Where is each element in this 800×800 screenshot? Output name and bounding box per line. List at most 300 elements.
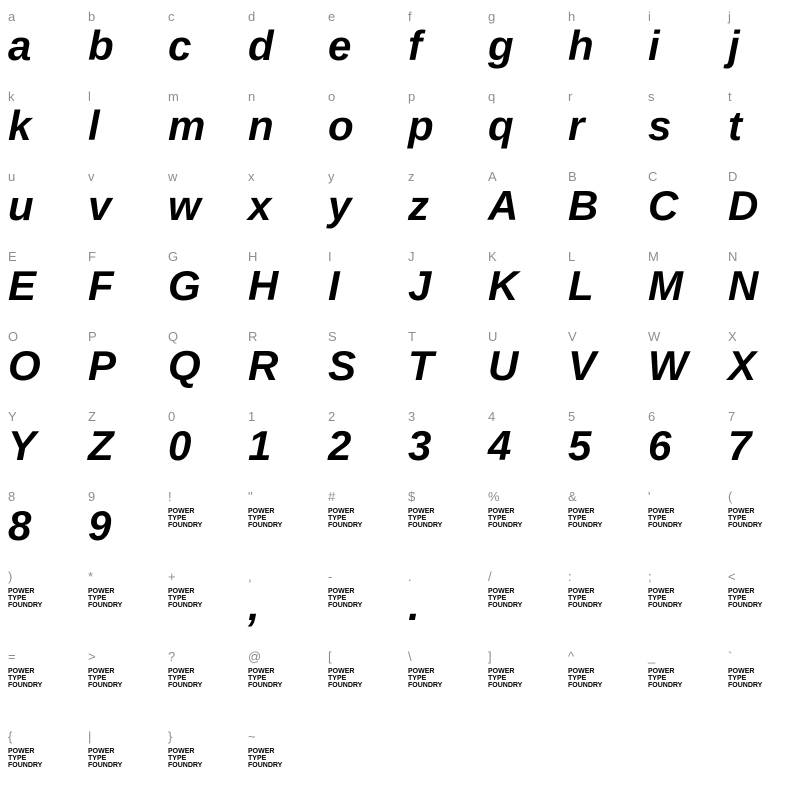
foundry-watermark <box>168 748 202 769</box>
foundry-watermark-line: POWER <box>408 508 435 515</box>
glyph-specimen: N <box>728 262 759 309</box>
glyph-cell <box>160 720 240 800</box>
glyph-cell-label: 6 <box>648 409 656 424</box>
foundry-watermark-line: POWER <box>328 588 355 595</box>
glyph-cell-label: ^ <box>568 649 575 664</box>
glyph-specimen: V <box>568 342 597 389</box>
glyph-cell <box>160 80 240 160</box>
foundry-watermark-line: FOUNDRY <box>328 522 363 529</box>
glyph-cell <box>560 0 640 80</box>
glyph-cell-label: } <box>168 729 173 744</box>
glyph-cell-label: # <box>328 489 336 504</box>
glyph-specimen: , <box>248 582 260 629</box>
glyph-cell-label: m <box>168 89 179 104</box>
glyph-specimen: T <box>408 342 434 389</box>
foundry-watermark <box>168 508 202 529</box>
glyph-specimen: R <box>248 342 279 389</box>
foundry-watermark-line: TYPE <box>488 515 507 522</box>
glyph-specimen: d <box>248 22 274 69</box>
glyph-cell <box>240 720 320 800</box>
foundry-watermark-line: POWER <box>728 588 755 595</box>
glyph-cell <box>400 560 480 640</box>
glyph-cell-label: & <box>568 489 577 504</box>
glyph-cell <box>320 0 400 80</box>
glyph-cell <box>240 400 320 480</box>
foundry-watermark-line: TYPE <box>328 515 347 522</box>
foundry-watermark-line: FOUNDRY <box>488 522 523 529</box>
glyph-specimen: i <box>648 22 660 69</box>
glyph-cell <box>720 80 800 160</box>
glyph-cell <box>720 240 800 320</box>
glyph-cell <box>160 160 240 240</box>
glyph-cell <box>160 0 240 80</box>
foundry-watermark-line: FOUNDRY <box>568 682 603 689</box>
glyph-specimen: w <box>168 182 201 229</box>
foundry-watermark <box>248 668 282 689</box>
glyph-cell-label: @ <box>248 649 262 664</box>
foundry-watermark <box>328 508 362 529</box>
foundry-watermark-line: TYPE <box>8 755 27 762</box>
foundry-watermark-line: TYPE <box>568 515 587 522</box>
glyph-cell <box>80 480 160 560</box>
glyph-cell <box>560 240 640 320</box>
foundry-watermark-line: POWER <box>88 588 115 595</box>
glyph-cell-label: L <box>568 249 576 264</box>
glyph-cell-label: p <box>408 89 416 104</box>
glyph-cell <box>80 720 160 800</box>
foundry-watermark <box>648 668 682 689</box>
foundry-watermark-line: POWER <box>168 668 195 675</box>
foundry-watermark <box>328 668 362 689</box>
glyph-specimen: t <box>728 102 742 149</box>
foundry-watermark <box>88 668 122 689</box>
glyph-specimen: 5 <box>568 422 592 469</box>
glyph-specimen: l <box>88 102 100 149</box>
foundry-watermark <box>488 508 522 529</box>
glyph-cell <box>240 640 320 720</box>
glyph-cell <box>240 320 320 400</box>
glyph-cell-label: T <box>408 329 416 344</box>
foundry-watermark-line: FOUNDRY <box>648 602 683 609</box>
glyph-cell-label: $ <box>408 489 416 504</box>
glyph-cell-label: 1 <box>248 409 256 424</box>
glyph-cell-label: { <box>8 729 13 744</box>
glyph-cell <box>400 400 480 480</box>
foundry-watermark-line: FOUNDRY <box>728 602 763 609</box>
glyph-cell <box>320 80 400 160</box>
glyph-cell <box>0 400 80 480</box>
foundry-watermark-line: POWER <box>568 588 595 595</box>
glyph-cell <box>720 640 800 720</box>
glyph-specimen: U <box>488 342 519 389</box>
glyph-cell-label: > <box>88 649 96 664</box>
glyph-cell <box>480 160 560 240</box>
glyph-cell-label: [ <box>328 649 332 664</box>
foundry-watermark <box>488 668 522 689</box>
glyph-cell <box>240 240 320 320</box>
foundry-watermark-line: TYPE <box>568 675 587 682</box>
glyph-specimen: s <box>648 102 672 149</box>
glyph-cell-label: 7 <box>728 409 736 424</box>
foundry-watermark-line: TYPE <box>728 595 747 602</box>
glyph-cell <box>0 240 80 320</box>
glyph-cell-label: J <box>408 249 415 264</box>
foundry-watermark-line: FOUNDRY <box>408 682 443 689</box>
foundry-watermark-line: POWER <box>648 508 675 515</box>
foundry-watermark-line: POWER <box>8 588 35 595</box>
foundry-watermark <box>408 668 442 689</box>
glyph-cell-label: s <box>648 89 655 104</box>
foundry-watermark-line: FOUNDRY <box>8 602 43 609</box>
glyph-cell <box>80 160 160 240</box>
foundry-watermark-line: POWER <box>88 668 115 675</box>
foundry-watermark <box>728 588 762 609</box>
glyph-specimen: 0 <box>168 422 192 469</box>
glyph-specimen: e <box>328 22 352 69</box>
foundry-watermark-line: POWER <box>88 748 115 755</box>
glyph-cell <box>320 160 400 240</box>
foundry-watermark-line: FOUNDRY <box>488 602 523 609</box>
foundry-watermark-line: POWER <box>328 668 355 675</box>
glyph-cell <box>400 80 480 160</box>
glyph-cell <box>320 320 400 400</box>
glyph-specimen: J <box>408 262 432 309</box>
foundry-watermark <box>8 748 42 769</box>
foundry-watermark-line: TYPE <box>168 595 187 602</box>
glyph-cell <box>80 320 160 400</box>
glyph-specimen: 7 <box>728 422 752 469</box>
foundry-watermark-line: FOUNDRY <box>568 602 603 609</box>
glyph-cell <box>240 480 320 560</box>
glyph-specimen: H <box>248 262 279 309</box>
foundry-watermark-line: FOUNDRY <box>648 522 683 529</box>
glyph-specimen: C <box>648 182 679 229</box>
glyph-cell-label: Z <box>88 409 96 424</box>
glyph-cell <box>720 480 800 560</box>
glyph-cell <box>640 80 720 160</box>
foundry-watermark-line: FOUNDRY <box>168 602 203 609</box>
foundry-watermark-line: POWER <box>728 668 755 675</box>
foundry-watermark-line: FOUNDRY <box>248 762 283 769</box>
glyph-cell-label: Q <box>168 329 179 344</box>
foundry-watermark-line: POWER <box>248 668 275 675</box>
foundry-watermark-line: POWER <box>568 668 595 675</box>
glyph-cell <box>480 80 560 160</box>
glyph-cell <box>720 0 800 80</box>
foundry-watermark <box>728 508 762 529</box>
glyph-cell <box>640 240 720 320</box>
foundry-watermark-line: POWER <box>408 668 435 675</box>
glyph-cell-label: M <box>648 249 659 264</box>
glyph-cell <box>80 80 160 160</box>
glyph-cell <box>560 320 640 400</box>
glyph-specimen: j <box>728 22 740 69</box>
foundry-watermark-line: FOUNDRY <box>728 682 763 689</box>
foundry-watermark-line: POWER <box>488 668 515 675</box>
glyph-specimen: 1 <box>248 422 272 469</box>
glyph-specimen: p <box>408 102 434 149</box>
glyph-cell <box>160 640 240 720</box>
glyph-cell-label: ! <box>168 489 172 504</box>
glyph-specimen: P <box>88 342 117 389</box>
foundry-watermark-line: FOUNDRY <box>648 682 683 689</box>
foundry-watermark-line: POWER <box>488 588 515 595</box>
glyph-cell-label: ; <box>648 569 652 584</box>
glyph-cell <box>560 80 640 160</box>
glyph-cell <box>0 160 80 240</box>
foundry-watermark-line: TYPE <box>88 675 107 682</box>
foundry-watermark <box>328 588 362 609</box>
foundry-watermark-line: TYPE <box>488 675 507 682</box>
glyph-cell <box>640 480 720 560</box>
glyph-cell-label: ~ <box>248 729 256 744</box>
foundry-watermark-line: TYPE <box>488 595 507 602</box>
glyph-specimen: O <box>8 342 41 389</box>
glyph-specimen: X <box>728 342 757 389</box>
glyph-cell <box>80 0 160 80</box>
glyph-cell-label: W <box>648 329 661 344</box>
glyph-cell-label: d <box>248 9 256 24</box>
glyph-cell-label: j <box>728 9 731 24</box>
glyph-cell <box>400 0 480 80</box>
foundry-watermark-line: FOUNDRY <box>728 522 763 529</box>
glyph-specimen: 6 <box>648 422 672 469</box>
glyph-cell <box>240 80 320 160</box>
foundry-watermark-line: TYPE <box>648 675 667 682</box>
glyph-cell-label: l <box>88 89 91 104</box>
foundry-watermark <box>8 668 42 689</box>
glyph-cell <box>160 240 240 320</box>
foundry-watermark <box>648 508 682 529</box>
foundry-watermark <box>8 588 42 609</box>
glyph-cell-label: R <box>248 329 258 344</box>
glyph-cell <box>480 560 560 640</box>
glyph-specimen: K <box>488 262 519 309</box>
glyph-specimen: r <box>568 102 585 149</box>
glyph-specimen: v <box>88 182 112 229</box>
glyph-cell-label: 0 <box>168 409 176 424</box>
glyph-cell-label: ] <box>488 649 492 664</box>
glyph-cell-label: A <box>488 169 497 184</box>
foundry-watermark-line: TYPE <box>168 675 187 682</box>
foundry-watermark-line: TYPE <box>728 675 747 682</box>
glyph-cell-label: w <box>168 169 178 184</box>
glyph-cell <box>400 160 480 240</box>
glyph-cell <box>720 560 800 640</box>
glyph-specimen: G <box>168 262 201 309</box>
glyph-specimen: f <box>408 22 422 69</box>
glyph-cell <box>400 320 480 400</box>
foundry-watermark-line: FOUNDRY <box>328 602 363 609</box>
glyph-cell <box>80 560 160 640</box>
foundry-watermark-line: TYPE <box>408 675 427 682</box>
foundry-watermark-line: TYPE <box>328 675 347 682</box>
glyph-cell <box>560 560 640 640</box>
glyph-cell-label: Y <box>8 409 17 424</box>
glyph-cell <box>400 640 480 720</box>
glyph-cell-label: a <box>8 9 16 24</box>
glyph-specimen: Z <box>88 422 114 469</box>
glyph-cell-label: S <box>328 329 337 344</box>
glyph-cell <box>160 560 240 640</box>
glyph-cell-label: 9 <box>88 489 96 504</box>
glyph-specimen: B <box>568 182 599 229</box>
foundry-watermark <box>568 588 602 609</box>
glyph-cell-label: G <box>168 249 179 264</box>
glyph-cell <box>720 160 800 240</box>
glyph-cell <box>640 640 720 720</box>
glyph-cell-label: " <box>248 489 253 504</box>
glyph-cell <box>480 640 560 720</box>
foundry-watermark <box>648 588 682 609</box>
foundry-watermark-line: FOUNDRY <box>88 762 123 769</box>
glyph-cell-label: % <box>488 489 500 504</box>
foundry-watermark-line: POWER <box>728 508 755 515</box>
glyph-cell <box>0 0 80 80</box>
glyph-cell-label: z <box>408 169 415 184</box>
foundry-watermark <box>568 508 602 529</box>
foundry-watermark-line: TYPE <box>328 595 347 602</box>
glyph-specimen: E <box>8 262 37 309</box>
foundry-watermark <box>248 748 282 769</box>
glyph-cell <box>160 400 240 480</box>
glyph-specimen: k <box>8 102 32 149</box>
glyph-specimen: y <box>328 182 352 229</box>
glyph-cell <box>0 720 80 800</box>
glyph-specimen: b <box>88 22 114 69</box>
foundry-watermark-line: FOUNDRY <box>8 762 43 769</box>
glyph-cell <box>0 480 80 560</box>
glyph-cell-label: . <box>408 569 412 584</box>
glyph-cell <box>560 400 640 480</box>
glyph-cell <box>320 640 400 720</box>
glyph-cell-label: _ <box>648 649 656 664</box>
foundry-watermark-line: TYPE <box>248 755 267 762</box>
glyph-cell <box>560 160 640 240</box>
glyph-cell-label: N <box>728 249 738 264</box>
glyph-cell-label: ( <box>728 489 733 504</box>
glyph-cell-label: U <box>488 329 498 344</box>
glyph-cell-label: h <box>568 9 576 24</box>
glyph-cell-label: C <box>648 169 658 184</box>
glyph-cell-label: \ <box>408 649 412 664</box>
glyph-cell <box>320 240 400 320</box>
glyph-specimen: m <box>168 102 206 149</box>
foundry-watermark-line: TYPE <box>248 675 267 682</box>
glyph-cell <box>160 320 240 400</box>
glyph-specimen: 8 <box>8 502 32 549</box>
glyph-cell-label: D <box>728 169 738 184</box>
glyph-cell-label: k <box>8 89 15 104</box>
glyph-cell-label: , <box>248 569 252 584</box>
glyph-cell-label: ) <box>8 569 13 584</box>
foundry-watermark-line: FOUNDRY <box>328 682 363 689</box>
glyph-cell <box>560 640 640 720</box>
glyph-specimen: q <box>488 102 514 149</box>
glyph-cell-label: F <box>88 249 96 264</box>
glyph-cell <box>320 560 400 640</box>
foundry-watermark <box>488 588 522 609</box>
glyph-specimen: I <box>328 262 340 309</box>
foundry-watermark-line: TYPE <box>168 755 187 762</box>
glyph-specimen: Q <box>168 342 201 389</box>
glyph-cell <box>480 480 560 560</box>
foundry-watermark-line: FOUNDRY <box>168 682 203 689</box>
glyph-specimen: 2 <box>328 422 352 469</box>
foundry-watermark-line: TYPE <box>648 515 667 522</box>
glyph-specimen: o <box>328 102 354 149</box>
foundry-watermark-line: FOUNDRY <box>8 682 43 689</box>
foundry-watermark-line: FOUNDRY <box>248 682 283 689</box>
glyph-cell <box>480 320 560 400</box>
glyph-cell-label: : <box>568 569 572 584</box>
glyph-cell <box>160 480 240 560</box>
glyph-cell <box>480 240 560 320</box>
foundry-watermark-line: POWER <box>248 748 275 755</box>
glyph-cell-label: ? <box>168 649 176 664</box>
glyph-cell-label: | <box>88 729 92 744</box>
glyph-cell-label: 3 <box>408 409 416 424</box>
foundry-watermark-line: POWER <box>648 588 675 595</box>
glyph-specimen: g <box>488 22 514 69</box>
glyph-cell <box>720 400 800 480</box>
glyph-cell-label: * <box>88 569 94 584</box>
glyph-specimen: x <box>248 182 272 229</box>
glyph-cell <box>80 640 160 720</box>
glyph-cell-label: 8 <box>8 489 16 504</box>
glyph-specimen: L <box>568 262 594 309</box>
glyph-cell <box>560 480 640 560</box>
glyph-cell-label: v <box>88 169 95 184</box>
foundry-watermark-line: FOUNDRY <box>88 602 123 609</box>
glyph-cell-label: f <box>408 9 412 24</box>
foundry-watermark-line: TYPE <box>8 595 27 602</box>
glyph-cell <box>240 160 320 240</box>
glyph-cell-label: c <box>168 9 175 24</box>
glyph-cell <box>240 560 320 640</box>
glyph-specimen: M <box>648 262 683 309</box>
foundry-watermark <box>168 588 202 609</box>
foundry-watermark-line: FOUNDRY <box>248 522 283 529</box>
glyph-specimen: c <box>168 22 192 69</box>
glyph-cell <box>480 400 560 480</box>
foundry-watermark <box>88 588 122 609</box>
glyph-cell-label: I <box>328 249 332 264</box>
glyph-specimen: D <box>728 182 759 229</box>
glyph-cell <box>480 0 560 80</box>
glyph-cell <box>640 400 720 480</box>
foundry-watermark-line: TYPE <box>728 515 747 522</box>
glyph-cell-label: 4 <box>488 409 496 424</box>
foundry-watermark <box>248 508 282 529</box>
glyph-cell-label: o <box>328 89 336 104</box>
glyph-cell <box>640 0 720 80</box>
glyph-cell <box>320 480 400 560</box>
glyph-specimen: z <box>408 182 429 229</box>
foundry-watermark-line: TYPE <box>568 595 587 602</box>
foundry-watermark-line: FOUNDRY <box>488 682 523 689</box>
glyph-specimen: 4 <box>488 422 512 469</box>
foundry-watermark <box>408 508 442 529</box>
glyph-cell <box>0 640 80 720</box>
glyph-specimen: 9 <box>88 502 112 549</box>
glyph-cell-label: P <box>88 329 97 344</box>
glyph-cell-label: e <box>328 9 336 24</box>
glyph-cell <box>80 400 160 480</box>
glyph-cell <box>640 560 720 640</box>
glyph-cell <box>320 400 400 480</box>
foundry-watermark-line: POWER <box>8 748 35 755</box>
